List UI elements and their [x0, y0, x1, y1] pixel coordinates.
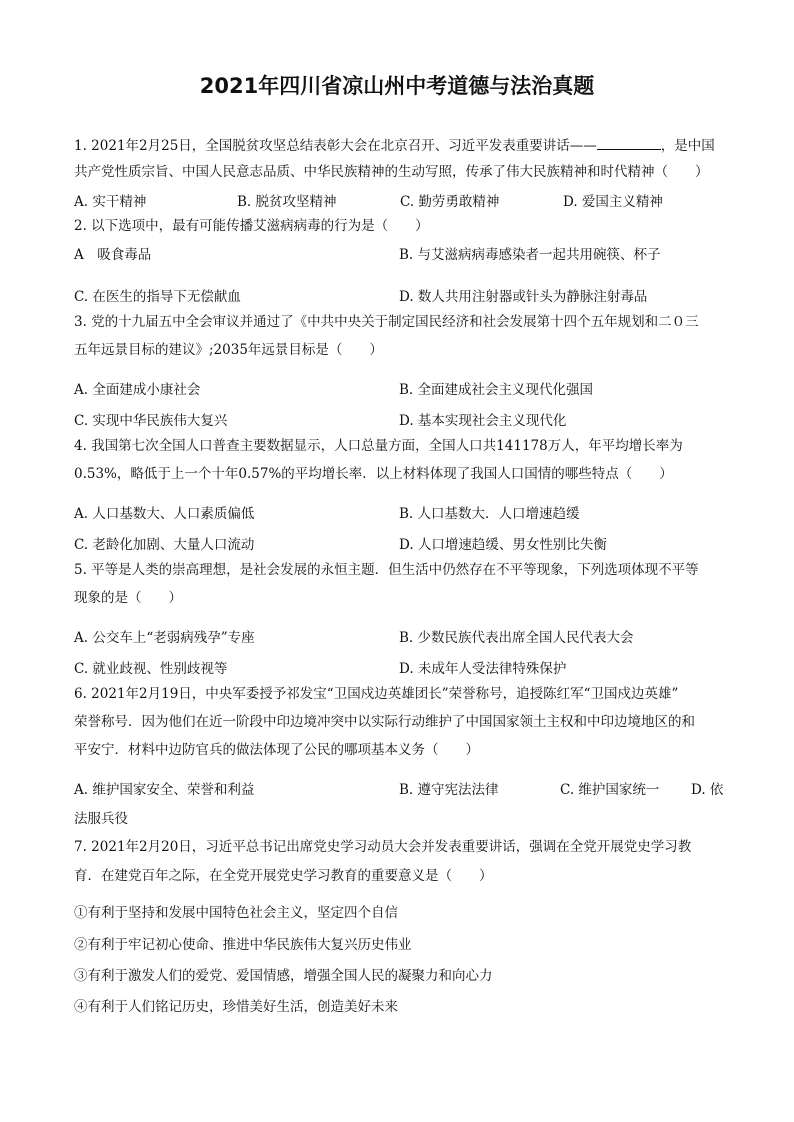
- q6-option-a: A. 维护国家安全、荣誉和利益: [74, 782, 255, 798]
- q6-option-b: B. 遵守宪法法律: [399, 782, 499, 798]
- q3-option-c: C. 实现中华民族伟大复兴: [74, 413, 228, 429]
- q4-option-d: D. 人口增速趋缓、男女性别比失衡: [399, 537, 607, 553]
- q4-option-b: B. 人口基数大．人口增速趋缓: [399, 506, 580, 522]
- question-6-line-3: 平安宁．材料中边防官兵的做法体现了公民的哪项基本义务（ ）: [74, 742, 479, 758]
- answer-blank: [597, 135, 661, 150]
- q4-option-a: A. 人口基数大、人口素质偏低: [74, 506, 255, 522]
- q1-option-b: B. 脱贫攻坚精神: [237, 194, 337, 210]
- q2-option-a: A 吸食毒品: [74, 247, 152, 263]
- q6-option-d: D. 依: [691, 782, 724, 798]
- question-1-text-a: 1. 2021年2月25日，全国脱贫攻坚总结表彰大会在北京召开、习近平发表重要讲话——: [74, 138, 597, 154]
- q3-option-d: D. 基本实现社会主义现代化: [399, 413, 567, 429]
- q7-item-4: ④有利于人们铭记历史，珍惜美好生活，创造美好未来: [74, 999, 398, 1015]
- question-7-line-1: 7. 2021年2月20日，习近平总书记出席党史学习动员大会并发表重要讲话，强调在全党开展党史学习教: [74, 839, 692, 855]
- q7-item-3: ③有利于激发人们的爱党、爱国情感，增强全国人民的凝聚力和向心力: [74, 968, 493, 984]
- question-7-line-2: 育．在建党百年之际，在全党开展党史学习教育的重要意义是（ ）: [74, 868, 493, 884]
- q6-option-d-continued: 法服兵役: [74, 811, 128, 827]
- q5-option-c: C. 就业歧视、性别歧视等: [74, 661, 228, 677]
- q2-option-d: D. 数人共用注射器或针头为静脉注射毒品: [399, 289, 648, 305]
- question-4-line-1: 4. 我国第七次全国人口普查主要数据显示，人口总量方面，全国人口共141178万人，年平均增长率为: [74, 438, 683, 454]
- q5-option-d: D. 未成年人受法律特殊保护: [399, 661, 567, 677]
- q5-option-b: B. 少数民族代表出席全国人民代表大会: [399, 630, 634, 646]
- question-1-line-1: [74, 135, 724, 156]
- q2-option-b: B. 与艾滋病病毒感染者一起共用碗筷、杯子: [399, 247, 661, 263]
- q1-option-d: D. 爱国主义精神: [563, 194, 663, 210]
- q1-option-c: C. 勤劳勇敢精神: [400, 194, 500, 210]
- q4-option-c: C. 老龄化加剧、大量人口流动: [74, 537, 255, 553]
- q1-option-a: A. 实干精神: [74, 194, 147, 210]
- question-3-line-2: 五年远景目标的建议》;2035年远景目标是（ ）: [74, 342, 383, 358]
- q6-option-c: C. 维护国家统一: [560, 782, 660, 798]
- q7-item-2: ②有利于牢记初心使命、推进中华民族伟大复兴历史伟业: [74, 937, 412, 953]
- q2-option-c: C. 在医生的指导下无偿献血: [74, 289, 241, 305]
- question-3-line-1: 3. 党的十九届五中全会审议并通过了《中共中央关于制定国民经济和社会发展第十四个五年规划和二０三: [74, 314, 699, 330]
- question-2-stem: 2. 以下选项中，最有可能传播艾滋病病毒的行为是（ ）: [74, 218, 429, 234]
- page-title: 2021年四川省凉山州中考道德与法治真题: [199, 74, 595, 98]
- question-1-line-2: 共产党性质宗旨、中国人民意志品质、中华民族精神的生动写照，传承了伟大民族精神和时代精神（ ）: [74, 164, 709, 180]
- question-5-line-2: 现象的是（ ）: [74, 590, 182, 606]
- q7-item-1: ①有利于坚持和发展中国特色社会主义，坚定四个自信: [74, 905, 398, 921]
- question-5-line-1: 5. 平等是人类的崇高理想，是社会发展的永恒主题．但生活中仍然存在不平等现象，下列选项体现不平等: [74, 562, 699, 578]
- q5-option-a: A. 公交车上“老弱病残孕”专座: [74, 630, 255, 646]
- q3-option-a: A. 全面建成小康社会: [74, 382, 201, 398]
- question-6-line-1: 6. 2021年2月19日，中央军委授予祁发宝“卫国戍边英雄团长”荣誉称号，追授陈红军“卫国戍边英雄”: [74, 686, 679, 702]
- question-1-text-b: ，是中国: [660, 138, 715, 154]
- question-6-line-2: 荣誉称号．因为他们在近一阶段中印边境冲突中以实际行动维护了中国国家领土主权和中印边境地区的和: [74, 714, 695, 730]
- q3-option-b: B. 全面建成社会主义现代化强国: [399, 382, 594, 398]
- question-4-line-2: 0.53%，略低于上一个十年0.57%的平均增长率．以上材料体现了我国人口国情的哪些特点（ ）: [74, 466, 673, 482]
